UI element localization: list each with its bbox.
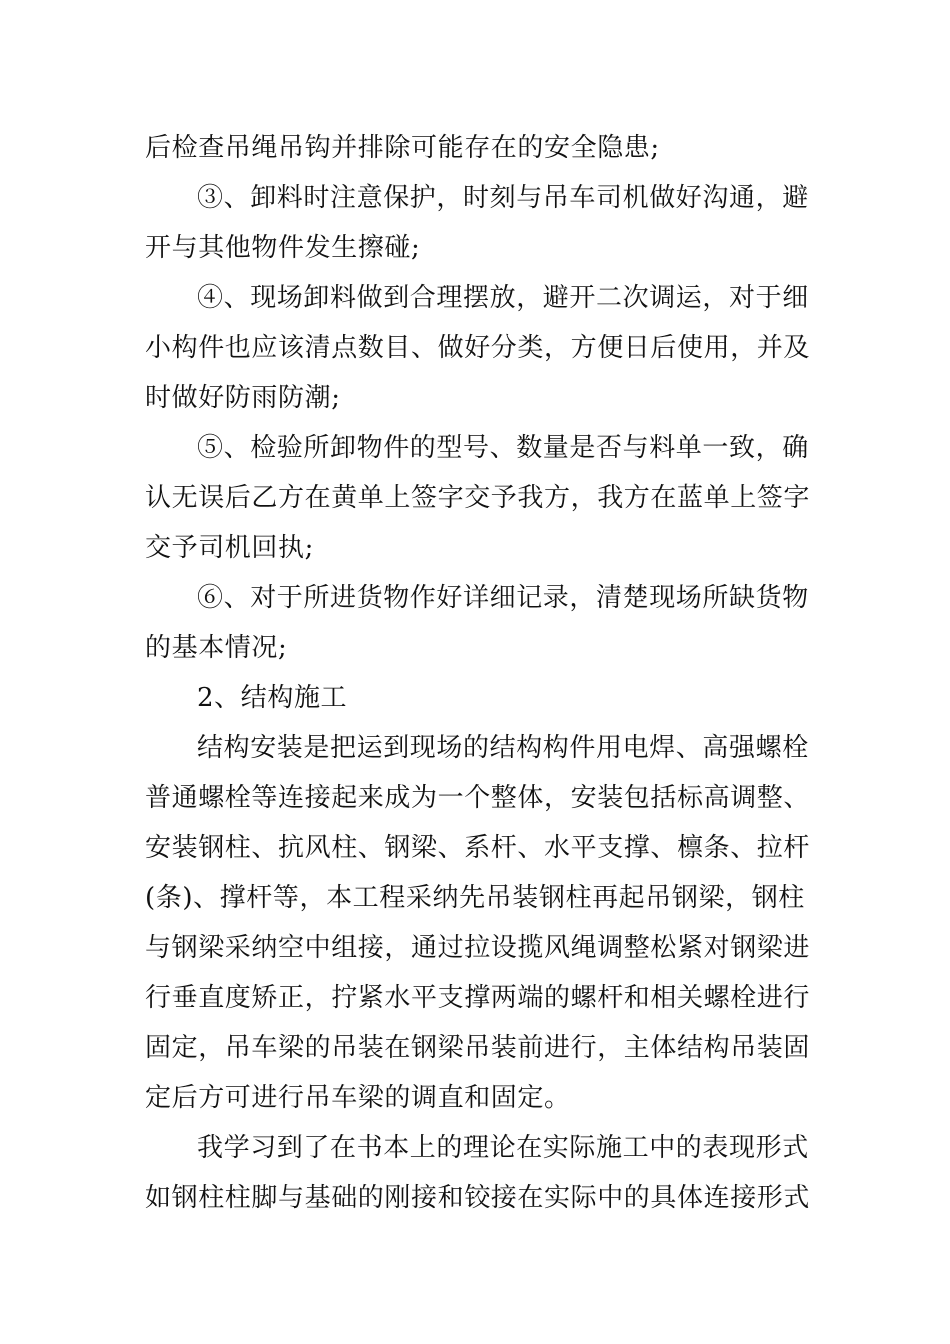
- text-line: 如钢柱柱脚与基础的刚接和铰接在实际中的具体连接形式: [145, 1183, 811, 1213]
- text-line: 的基本情况;: [145, 633, 288, 663]
- text-line: ③、卸料时注意保护，时刻与吊车司机做好沟通，避: [197, 183, 809, 213]
- section-heading: 2、结构施工: [197, 683, 348, 713]
- text-line: ⑤、检验所卸物件的型号、数量是否与料单一致，确: [197, 433, 809, 463]
- text-line: 固定，吊车梁的吊装在钢梁吊装前进行，主体结构吊装固: [145, 1033, 811, 1063]
- text-line: 定后方可进行吊车梁的调直和固定。: [145, 1083, 571, 1113]
- text-line: 时做好防雨防潮;: [145, 383, 341, 413]
- text-line: 认无误后乙方在黄单上签字交予我方，我方在蓝单上签字: [145, 483, 811, 513]
- text-line: 安装钢柱、抗风柱、钢梁、系杆、水平支撑、檩条、拉杆: [145, 833, 811, 863]
- text-line: 小构件也应该清点数目、做好分类，方便日后使用，并及: [145, 333, 811, 363]
- text-line: 交予司机回执;: [145, 533, 314, 563]
- text-line: 与钢梁采纳空中组接，通过拉设揽风绳调整松紧对钢梁进: [145, 933, 811, 963]
- text-line: ④、现场卸料做到合理摆放，避开二次调运，对于细: [197, 283, 809, 313]
- text-line: 后检查吊绳吊钩并排除可能存在的安全隐患;: [145, 133, 660, 163]
- text-line: 开与其他物件发生擦碰;: [145, 233, 421, 263]
- text-line: 普通螺栓等连接起来成为一个整体，安装包括标高调整、: [145, 783, 811, 813]
- text-line: 行垂直度矫正，拧紧水平支撑两端的螺杆和相关螺栓进行: [145, 983, 811, 1013]
- text-line: 我学习到了在书本上的理论在实际施工中的表现形式: [197, 1133, 809, 1163]
- text-line: ⑥、对于所进货物作好详细记录，清楚现场所缺货物: [197, 583, 809, 613]
- text-line: (条)、撑杆等，本工程采纳先吊装钢柱再起吊钢梁，钢柱: [145, 883, 805, 913]
- text-line: 结构安装是把运到现场的结构构件用电焊、高强螺栓: [197, 733, 809, 763]
